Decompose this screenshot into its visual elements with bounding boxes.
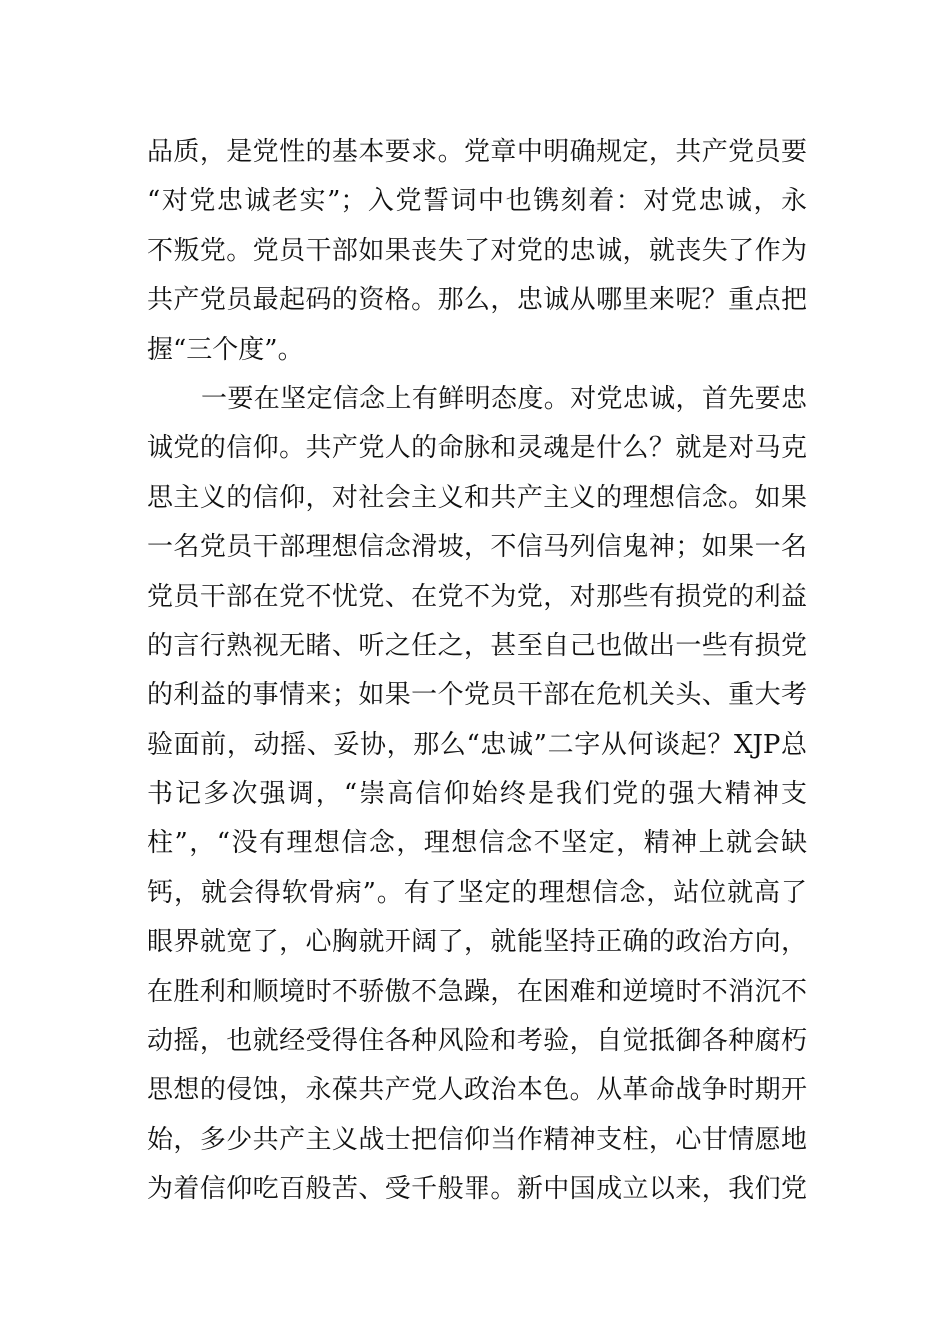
text-line: 为着信仰吃百般苦、受千般罪。新中国成立以来，我们党 bbox=[147, 1174, 807, 1205]
text-line: 诚党的信仰。共产党人的命脉和灵魂是什么？就是对马克 bbox=[147, 433, 807, 464]
text-line: 一名党员干部理想信念滑坡，不信马列信鬼神；如果一名 bbox=[147, 532, 807, 563]
text-line: 的利益的事情来；如果一个党员干部在危机关头、重大考 bbox=[147, 680, 807, 711]
text-line: 共产党员最起码的资格。那么，忠诚从哪里来呢？重点把 bbox=[147, 285, 807, 316]
text-line: 验面前，动摇、妥协，那么“忠诚”二字从何谈起？XJP总 bbox=[147, 729, 807, 760]
text-line: 在胜利和顺境时不骄傲不急躁，在困难和逆境时不消沉不 bbox=[147, 976, 807, 1007]
text-line: 思主义的信仰，对社会主义和共产主义的理想信念。如果 bbox=[147, 482, 807, 513]
text-line: 的言行熟视无睹、听之任之，甚至自己也做出一些有损党 bbox=[147, 630, 807, 661]
text-line: 眼界就宽了，心胸就开阔了，就能坚持正确的政治方向， bbox=[147, 927, 807, 958]
text-line: 党员干部在党不忧党、在党不为党，对那些有损党的利益 bbox=[147, 581, 807, 612]
text-line: 始，多少共产主义战士把信仰当作精神支柱，心甘情愿地 bbox=[147, 1124, 807, 1155]
text-line: 思想的侵蚀，永葆共产党人政治本色。从革命战争时期开 bbox=[147, 1075, 807, 1106]
text-line: 一要在坚定信念上有鲜明态度。对党忠诚，首先要忠 bbox=[201, 383, 807, 414]
text-line: 钙，就会得软骨病”。有了坚定的理想信念，站位就高了 bbox=[147, 877, 807, 908]
text-line: 书记多次强调，“崇高信仰始终是我们党的强大精神支 bbox=[147, 779, 807, 810]
text-line: 柱”，“没有理想信念，理想信念不坚定，精神上就会缺 bbox=[147, 828, 807, 859]
text-line: 不叛党。党员干部如果丧失了对党的忠诚，就丧失了作为 bbox=[147, 235, 807, 266]
body-text bbox=[147, 128, 807, 1215]
text-line: 品质，是党性的基本要求。党章中明确规定，共产党员要 bbox=[147, 137, 807, 167]
text-line: 握“三个度”。 bbox=[147, 334, 304, 365]
text-line: 动摇，也就经受得住各种风险和考验，自觉抵御各种腐朽 bbox=[147, 1026, 807, 1057]
text-line: “对党忠诚老实”；入党誓词中也镌刻着：对党忠诚，永 bbox=[147, 186, 807, 217]
